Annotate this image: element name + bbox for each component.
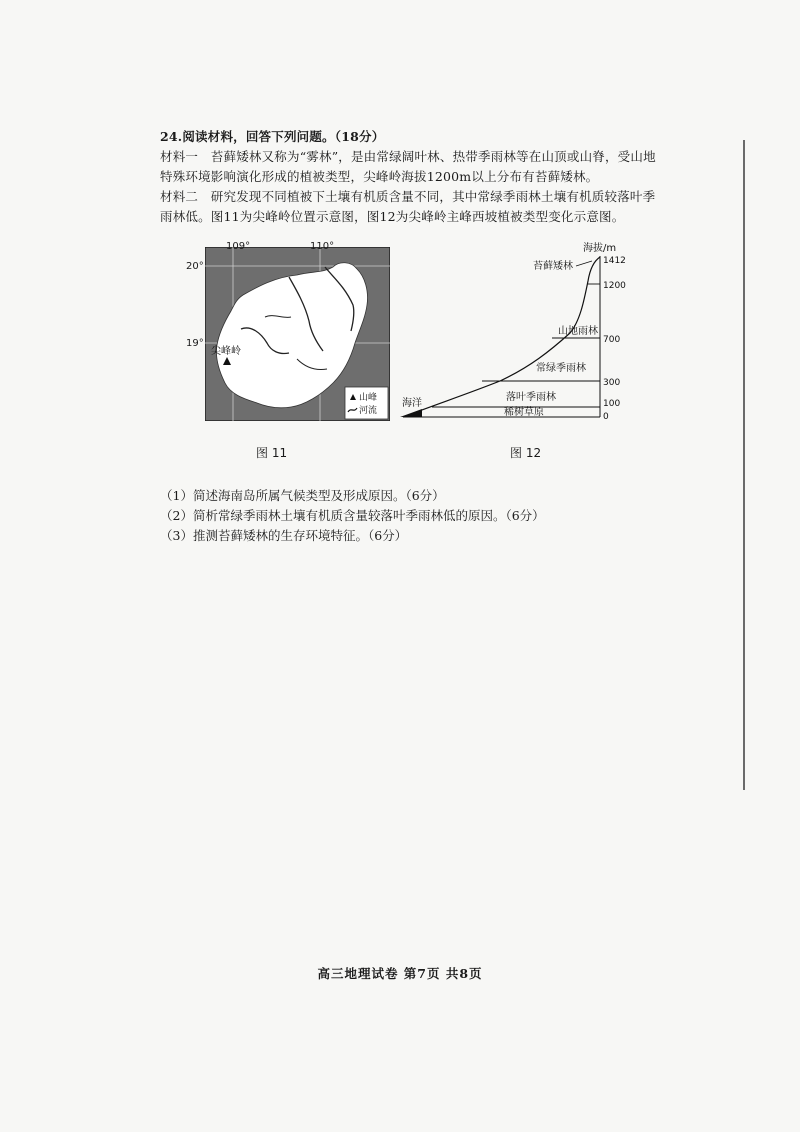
moss-zone-pointer (576, 261, 592, 266)
material-two-line-1: 材料二 研究发现不同植被下土壤有机质含量不同，其中常绿季雨林土壤有机质较落叶季 (160, 189, 656, 204)
legend-peak-label: 山峰 (359, 393, 378, 403)
zone-label-savanna: 稀树草原 (504, 407, 544, 418)
zone-label-evergreen-monsoon-forest: 常绿季雨林 (536, 363, 586, 374)
zone-label-deciduous-monsoon-forest: 落叶季雨林 (506, 392, 556, 403)
place-label-jianfengling: 尖峰岭 (211, 346, 241, 357)
lat-label-19: 19° (186, 338, 204, 349)
figure-11-caption: 图 11 (256, 446, 288, 460)
material-one-line-1: 材料一 苔藓矮林又称为“雾林”，是由常绿阔叶林、热带季雨林等在山顶或山脊，受山地 (160, 149, 656, 164)
material-two-line-2: 雨林低。图11为尖峰岭位置示意图，图12为尖峰岭主峰西坡植被类型变化示意图。 (160, 209, 625, 224)
tick-1200: 1200 (603, 281, 626, 291)
question-1: （1）简述海南岛所属气候类型及形成原因。（6分） (160, 488, 445, 503)
tick-700: 700 (603, 335, 621, 345)
page-edge-line (743, 140, 745, 790)
figure-11-map (205, 247, 390, 421)
figure-12-profile (400, 241, 645, 426)
zone-label-montane-rainforest: 山地雨林 (558, 326, 598, 337)
question-title: 24.阅读材料，回答下列问题。（18分） (160, 129, 385, 144)
mountain-slope (403, 257, 600, 417)
tick-100: 100 (603, 399, 621, 409)
lon-label-109: 109° (226, 241, 251, 252)
legend-river-label: 河流 (359, 406, 378, 416)
page-footer: 高三地理试卷 第7页 共8页 (317, 966, 483, 981)
zone-label-moss-dwarf-forest: 苔藓矮林 (533, 261, 573, 272)
tick-0: 0 (603, 412, 609, 422)
tick-1412: 1412 (603, 256, 626, 266)
sea-label: 海洋 (402, 398, 422, 409)
lat-label-20: 20° (186, 261, 204, 272)
material-one-line-2: 特殊环境影响演化形成的植被类型，尖峰岭海拔1200m以上分布有苔藓矮林。 (160, 169, 599, 184)
elevation-axis-title: 海拔/m (583, 243, 617, 254)
question-2: （2）简析常绿季雨林土壤有机质含量较落叶季雨林低的原因。（6分） (160, 508, 545, 523)
sea-marker (400, 409, 422, 417)
lon-label-110: 110° (310, 241, 335, 252)
figure-12-caption: 图 12 (510, 446, 542, 460)
tick-300: 300 (603, 378, 621, 388)
question-3: （3）推测苔藓矮林的生存环境特征。（6分） (160, 528, 408, 543)
